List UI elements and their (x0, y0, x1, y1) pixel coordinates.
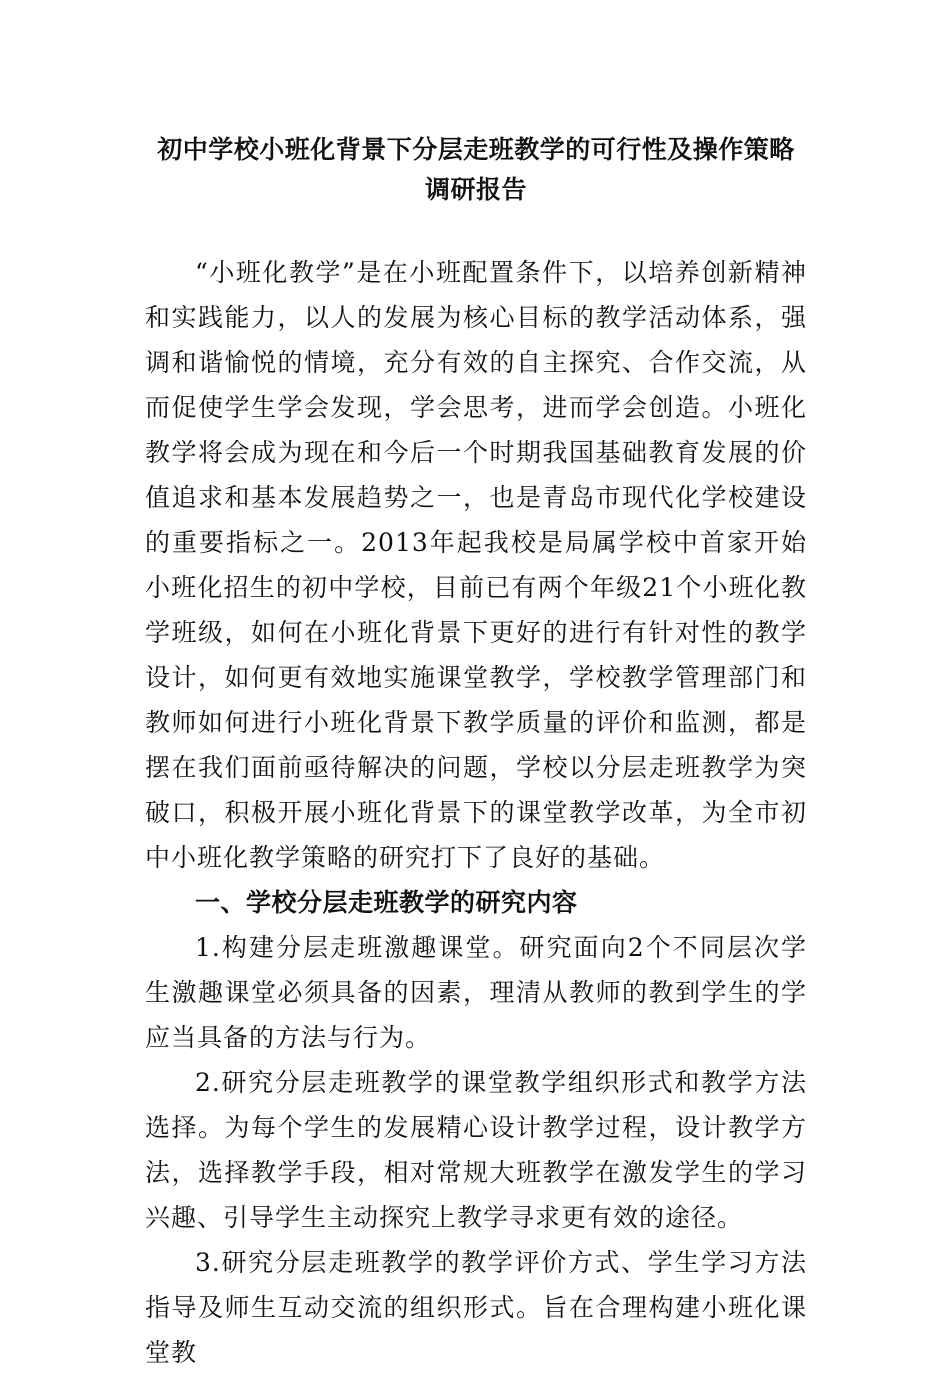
intro-paragraph: “小班化教学”是在小班配置条件下，以培养创新精神和实践能力，以人的发展为核心目标的教学活动体系，强调和谐愉悦的情境，充分有效的自主探究、合作交流，从而促使学生学会发现，学会思考，进而学会创造。小班化教学将会成为现在和今后一个时期我国基础教育发展的价值追求和基本发展趋势之一，也是青岛市现代化学校建设的重要指标之一。2013年起我校是局属学校中首家开始小班化招生的初中学校，目前已有两个年级21个小班化教学班级，如何在小班化背景下更好的进行有针对性的教学设计，如何更有效地实施课堂教学，学校教学管理部门和教师如何进行小班化背景下教学质量的评价和监测，都是摆在我们面前亟待解决的问题，学校以分层走班教学为突破口，积极开展小班化背景下的课堂教学改革，为全市初中小班化教学策略的研究打下了良好的基础。 (145, 258, 807, 872)
list-item-1: 1.构建分层走班激趣课堂。研究面向2个不同层次学生激趣课堂必须具备的因素，理清从教师的教到学生的学应当具备的方法与行为。 (145, 933, 807, 1052)
list-item-2: 2.研究分层走班教学的课堂教学组织形式和教学方法选择。为每个学生的发展精心设计教学过程，设计教学方法，选择教学手段，相对常规大班教学在激发学生的学习兴趣、引导学生主动探究上教学寻求更有效的途径。 (145, 1068, 807, 1232)
title-line-1: 初中学校小班化背景下分层走班教学的可行性及操作策略 (157, 135, 795, 164)
list-item-3: 3.研究分层走班教学的教学评价方式、学生学习方法指导及师生互动交流的组织形式。旨在合理构建小班化课堂教 (145, 1248, 807, 1367)
document-title (145, 130, 807, 210)
title-line-2: 调研报告 (424, 175, 527, 204)
document-page (145, 130, 807, 1375)
document-body (145, 250, 807, 1375)
section-heading-1: 一、学校分层走班教学的研究内容 (195, 888, 578, 917)
